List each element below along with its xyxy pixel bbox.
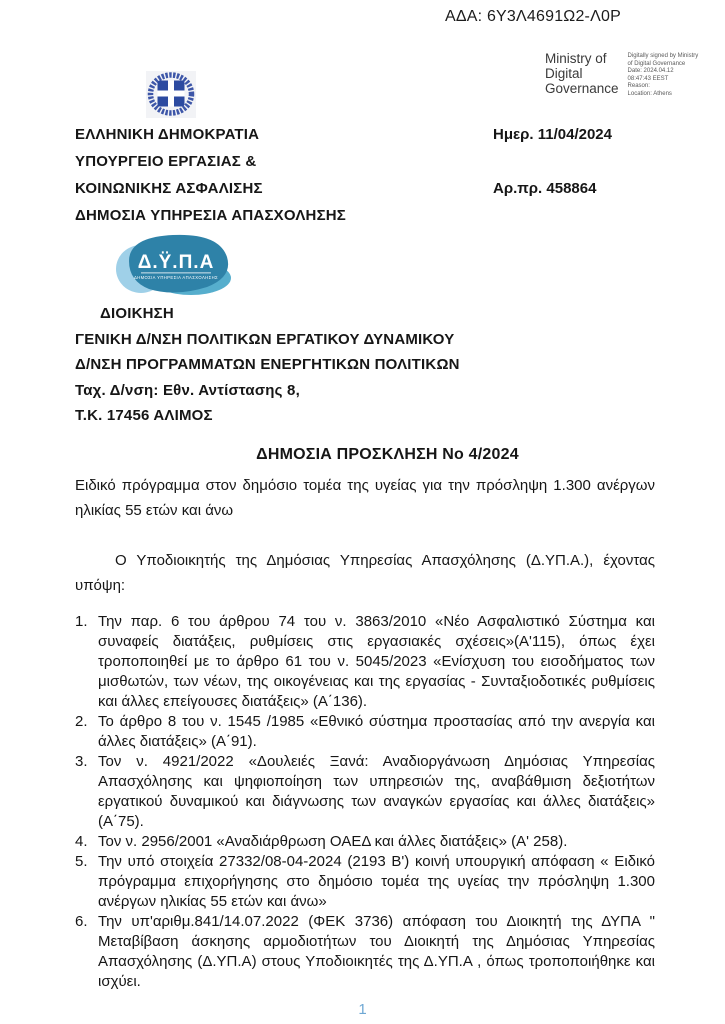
signature-detail-line: of Digital Governance [627, 60, 686, 67]
list-item [75, 912, 655, 992]
list-item-number: 3. [75, 752, 88, 770]
svg-text:ΔΗΜΟΣΙΑ ΥΠΗΡΕΣΙΑ ΑΠΑΣΧΟΛΗΣΗΣ: ΔΗΜΟΣΙΑ ΥΠΗΡΕΣΙΑ ΑΠΑΣΧΟΛΗΣΗΣ [133, 275, 219, 280]
list-item-text: Την υπό στοιχεία 27332/08-04-2024 (2193 Β') κοινή υπουργική απόφαση « Ειδικό πρόγραμμα επιχορήγησης στο δημόσιο τομέα της υγείας την πρόσληψη 1.300 ανέργων ηλικίας 55 ετών και άνω» [98, 852, 655, 910]
signature-signer [545, 51, 619, 99]
signature-signer-line: Digital [545, 66, 583, 81]
document-title: ΔΗΜΟΣΙΑ ΠΡΟΣΚΛΗΣΗ Νο 4/2024 [256, 445, 519, 463]
list-item-number: 4. [75, 832, 88, 850]
signature-detail-line: 08:47:43 EEST [627, 75, 669, 82]
list-item-text: Τον ν. 4921/2022 «Δουλειές Ξανά: Αναδιοργάνωση Δημόσιας Υπηρεσίας Απασχόλησης και ψηφιοποίηση των υπηρεσιών της, αναβάθμιση δεξιοτήτων εργατικού δυναμικού και διάγνωσης των αναγκών εργασίας και άλλες διατάξεις» (Α΄75). [98, 752, 655, 830]
division-line: Δ/ΝΣΗ ΠΡΟΓΡΑΜΜΑΤΩΝ ΕΝΕΡΓΗΤΙΚΩΝ ΠΟΛΙΤΙΚΩΝ [75, 356, 460, 373]
signature-signer-line: Ministry of [545, 51, 607, 66]
division-block [75, 301, 655, 429]
signature-detail-line: Date: 2024.04.12 [627, 68, 674, 75]
address-line: Ταχ. Δ/νση: Εθν. Αντίστασης 8, [75, 381, 300, 399]
page-number: 1 [358, 1001, 367, 1018]
signature-detail-line: Digitally signed by Ministry [627, 53, 699, 59]
org-name-line: ΕΛΛΗΝΙΚΗ ΔΗΜΟΚΡΑΤΙΑ [75, 126, 260, 143]
hellenic-coat-of-arms-icon [146, 71, 196, 123]
protocol-number: Αρ.πρ. 458864 [493, 180, 597, 197]
postal-code-line: Τ.Κ. 17456 ΑΛΙΜΟΣ [75, 407, 213, 424]
list-item-text: Την υπ'αριθμ.841/14.07.2022 (ΦΕΚ 3736) απόφαση του Διοικητή της ΔΥΠΑ " Μεταβίβαση άσκησης αρμοδιοτήτων του Διοικητή της Δημόσιας Υπηρεσίας Απασχόλησης (Δ.ΥΠ.Α) στους Υποδιοικητές της Δ.ΥΠ.Α , όπως τροποποιήθηκε και ισχύει. [98, 912, 655, 990]
signature-details [628, 51, 699, 99]
dypa-logo [115, 231, 233, 297]
list-item [75, 752, 655, 832]
org-name-line: ΥΠΟΥΡΓΕΙΟ ΕΡΓΑΣΙΑΣ & [75, 153, 257, 170]
letterhead-row [75, 121, 655, 148]
svg-text:Δ.Ϋ.Π.Α: Δ.Ϋ.Π.Α [137, 252, 215, 273]
list-item-text: Την παρ. 6 του άρθρου 74 του ν. 3863/2010 «Νέο Ασφαλιστικό Σύστημα και συναφείς διατάξεις, ρυθμίσεις στις εργασιακές σχέσεις»(Α'115), όπως έχει τροποποιηθεί με το άρθρο 61 του ν. 5045/2023 «Ενίσχυση του εισοδήματος των μισθωτών, των νέων, της οικογένειας και της εργασίας - Συνταξιοδοτικές ρυθμίσεις και άλλες επείγουσες διατάξεις» (Α΄136). [98, 612, 655, 710]
digital-signature-stamp [545, 51, 698, 99]
intro-paragraph: Ο Υποδιοικητής της Δημόσιας Υπηρεσίας Απασχόλησης (Δ.ΥΠ.Α.), έχοντας υπόψη: [75, 551, 655, 594]
letterhead-row [75, 175, 655, 202]
org-name-line: ΔΗΜΟΣΙΑ ΥΠΗΡΕΣΙΑ ΑΠΑΣΧΟΛΗΣΗΣ [75, 207, 347, 224]
document-subtitle: Ειδικό πρόγραμμα στον δημόσιο τομέα της υγείας για την πρόσληψη 1.300 ανέργων ηλικίας 55 ετών και άνω [75, 476, 655, 519]
division-line: ΓΕΝΙΚΗ Δ/ΝΣΗ ΠΟΛΙΤΙΚΩΝ ΕΡΓΑΤΙΚΟΥ ΔΥΝΑΜΙΚΟΥ [75, 330, 455, 348]
org-name-line: ΚΟΙΝΩΝΙΚΗΣ ΑΣΦΑΛΙΣΗΣ [75, 180, 263, 197]
signature-detail-line: Location: Athens [627, 90, 672, 97]
signature-signer-line: Governance [545, 81, 619, 96]
list-item-number: 2. [75, 712, 88, 730]
list-item [75, 612, 655, 712]
list-item [75, 712, 655, 752]
document-date: Ημερ. 11/04/2024 [493, 126, 612, 143]
list-item-number: 6. [75, 912, 88, 930]
list-item-number: 1. [75, 612, 88, 630]
letterhead-row [75, 202, 655, 229]
list-item-number: 5. [75, 852, 88, 870]
list-item [75, 832, 655, 852]
legal-references-list [75, 612, 655, 992]
letterhead-row [75, 148, 655, 175]
ada-number: ΑΔΑ: 6Υ3Λ4691Ω2-Λ0Ρ [445, 8, 621, 25]
list-item-text: Το άρθρο 8 του ν. 1545 /1985 «Εθνικό σύστημα προστασίας από την ανεργία και άλλες διατάξεις» (Α΄91). [98, 712, 655, 750]
list-item [75, 852, 655, 912]
signature-detail-line: Reason: [627, 83, 650, 90]
list-item-text: Τον ν. 2956/2001 «Αναδιάρθρωση ΟΑΕΔ και άλλες διατάξεις» (Α' 258). [98, 832, 568, 850]
division-line: ΔΙΟΙΚΗΣΗ [100, 305, 174, 322]
